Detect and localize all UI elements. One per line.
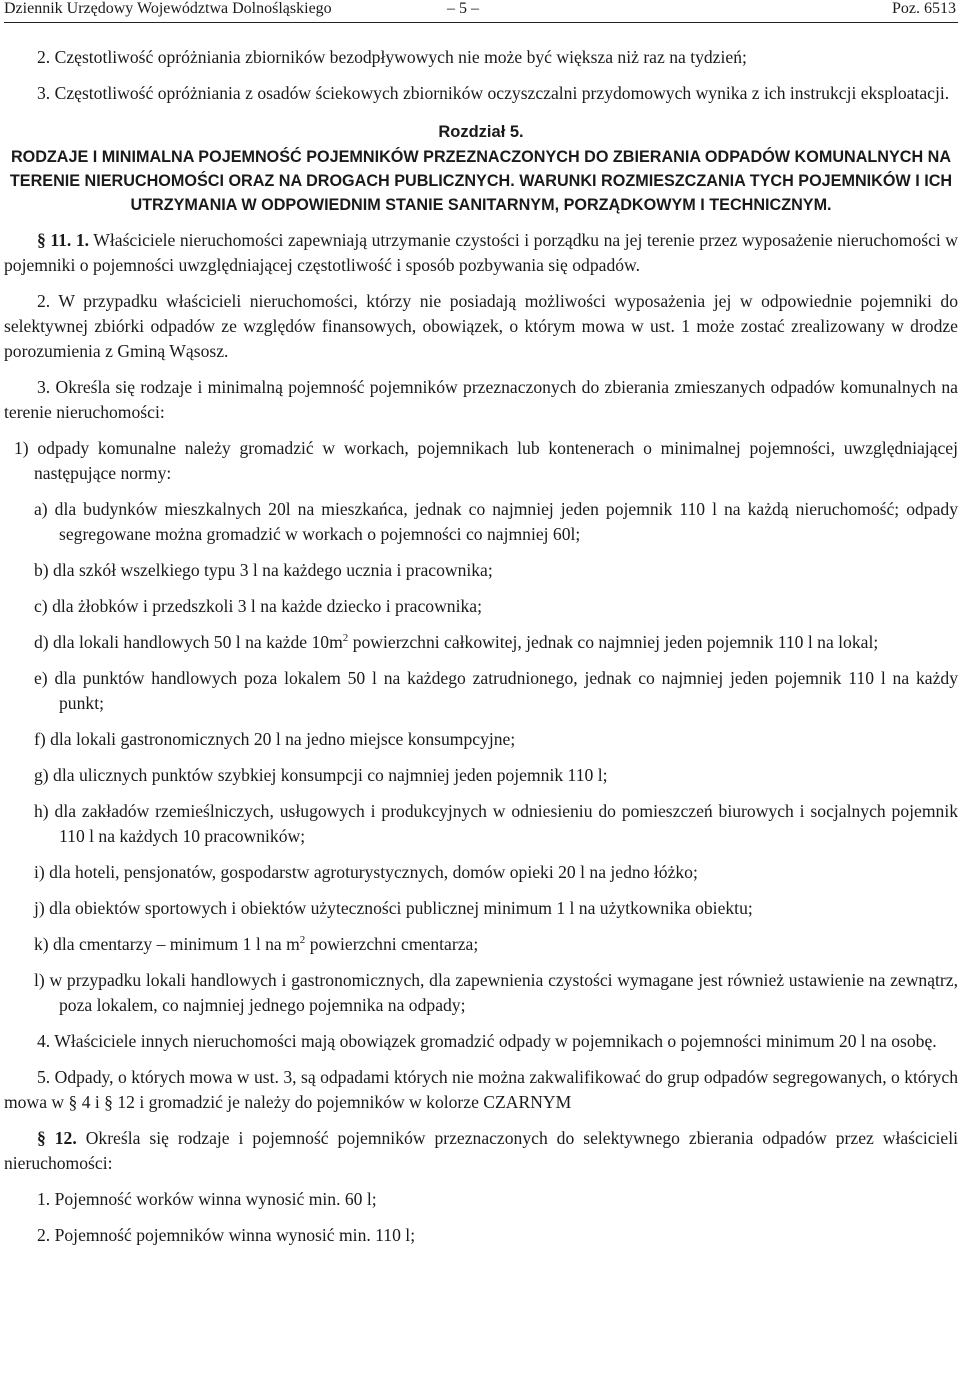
par11-ust1-text: Właściciele nieruchomości zapewniają utrzymanie czystości i porządku na jej terenie przez wyposażenie nieruchomości w pojemniki o pojemności uwzględniającej częstotliwość i sposób pozbywania się odpadów. (4, 230, 959, 275)
intro-item-2: 2. Częstotliwość opróżniania zbiorników bezodpływowych nie może być większa niż raz na tydzień; (37, 47, 747, 67)
position-number: Poz. 6513 (892, 0, 956, 17)
par12-intro (4, 1126, 958, 1176)
norm-d-pre: d) dla lokali handlowych 50 l na każde 10m (34, 632, 343, 652)
par11-number: § 11. (37, 230, 72, 250)
norm-g: g) dla ulicznych punktów szybkiej konsumpcji co najmniej jeden pojemnik 110 l; (34, 765, 608, 785)
page-header (4, 0, 958, 23)
document-page (4, 0, 958, 1248)
norm-j: j) dla obiektów sportowych i obiektów użyteczności publicznej minimum 1 l na użytkownika obiektu; (34, 898, 753, 918)
norm-k-post: powierzchni cmentarza; (305, 934, 479, 954)
norm-c: c) dla żłobków i przedszkoli 3 l na każde dziecko i pracownika; (34, 596, 482, 616)
intro-item-3: 3. Częstotliwość opróżniania z osadów ściekowych zbiorników oczyszczalni przydomowych wynika z ich instrukcji eksploatacji. (37, 83, 950, 103)
par11-ust2: 2. W przypadku właścicieli nieruchomości, którzy nie posiadają możliwości wyposażenia jej w odpowiednie pojemniki do selektywnej zbiórki odpadów ze względów finansowych, obowiązek, o którym mowa w ust. 1 może zostać zrealizowany w drodze porozumienia z Gminą Wąsosz. (4, 291, 958, 361)
norm-d (4, 630, 958, 655)
par11-ust4: 4. Właściciele innych nieruchomości mają obowiązek gromadzić odpady w pojemnikach o pojemności minimum 20 l na osobę. (37, 1031, 937, 1051)
norm-a: a) dla budynków mieszkalnych 20l na mieszkańca, jednak co najmniej jeden pojemnik 110 l na każdą nieruchomość; odpady segregowane można gromadzić w workach o pojemności co najmniej 60l; (34, 499, 958, 544)
norm-e: e) dla punktów handlowych poza lokalem 50 l na każdego zatrudnionego, jednak co najmniej jeden pojemnik 110 l na każdy punkt; (34, 668, 958, 713)
page-number: – 5 – (447, 0, 479, 17)
par11-ust1 (4, 228, 958, 278)
norm-f: f) dla lokali gastronomicznych 20 l na jedno miejsce konsumpcyjne; (34, 729, 516, 749)
par12-pkt1: 1. Pojemność worków winna wynosić min. 60 l; (37, 1189, 377, 1209)
norm-h: h) dla zakładów rzemieślniczych, usługowych i produkcyjnych w odniesieniu do pomieszczeń biurowych i socjalnych pojemnik 110 l na każdych 10 pracowników; (34, 801, 958, 846)
par11-ust3: 3. Określa się rodzaje i minimalną pojemność pojemników przeznaczonych do zbierania zmieszanych odpadów komunalnych na terenie nieruchomości: (4, 377, 958, 422)
norm-d-sup: 2 (342, 632, 349, 644)
norm-b: b) dla szkół wszelkiego typu 3 l na każdego ucznia i pracownika; (34, 560, 493, 580)
par11-ust5: 5. Odpady, o których mowa w ust. 3, są odpadami których nie można zakwalifikować do grup odpadów segregowanych, o których mowa w § 4 i § 12 i gromadzić je należy do pojemników w kolorze CZARNYM (4, 1067, 958, 1112)
norm-i: i) dla hoteli, pensjonatów, gospodarstw agroturystycznych, domów opieki 20 l na jedno łóżko; (34, 862, 698, 882)
par11-ust1-number: 1. (75, 230, 90, 250)
norm-k (4, 932, 958, 957)
chapter-label: Rozdział 5. (438, 123, 524, 141)
norm-k-pre: k) dla cmentarzy – minimum 1 l na m (34, 934, 300, 954)
norm-k-sup: 2 (299, 934, 306, 946)
norm-l: l) w przypadku lokali handlowych i gastronomicznych, dla zapewnienia czystości wymagane jest również ustawienie na zewnątrz, poza lokalem, co najmniej jednego pojemnika na odpady; (34, 970, 958, 1015)
par12-number: § 12. (37, 1128, 77, 1148)
par11-pkt1: 1) odpady komunalne należy gromadzić w workach, pojemnikach lub kontenerach o minimalnej pojemności, uwzględniającej następujące normy: (14, 438, 958, 483)
par12-pkt2: 2. Pojemność pojemników winna wynosić min. 110 l; (37, 1225, 416, 1245)
journal-name: Dziennik Urzędowy Województwa Dolnośląskiego (4, 0, 332, 17)
norm-d-post: powierzchni całkowitej, jednak co najmniej jeden pojemnik 110 l na lokal; (348, 632, 879, 652)
par12-text: Określa się rodzaje i pojemność pojemników przeznaczonych do selektywnego zbierania odpadów przez właścicieli nieruchomości: (4, 1128, 959, 1173)
chapter-title: RODZAJE I MINIMALNA POJEMNOŚĆ POJEMNIKÓW PRZEZNACZONYCH DO ZBIERANIA ODPADÓW KOMUNALNYCH NA TERENIE NIERUCHOMOŚCI ORAZ NA DROGACH PUBLICZNYCH. WARUNKI ROZMIESZCZANIA TYCH POJEMNIKÓW I ICH UTRZYMANIA W ODPOWIEDNIM STANIE SANITARNYM, PORZĄDKOWYM I TECHNICZNYM. (9, 148, 953, 214)
